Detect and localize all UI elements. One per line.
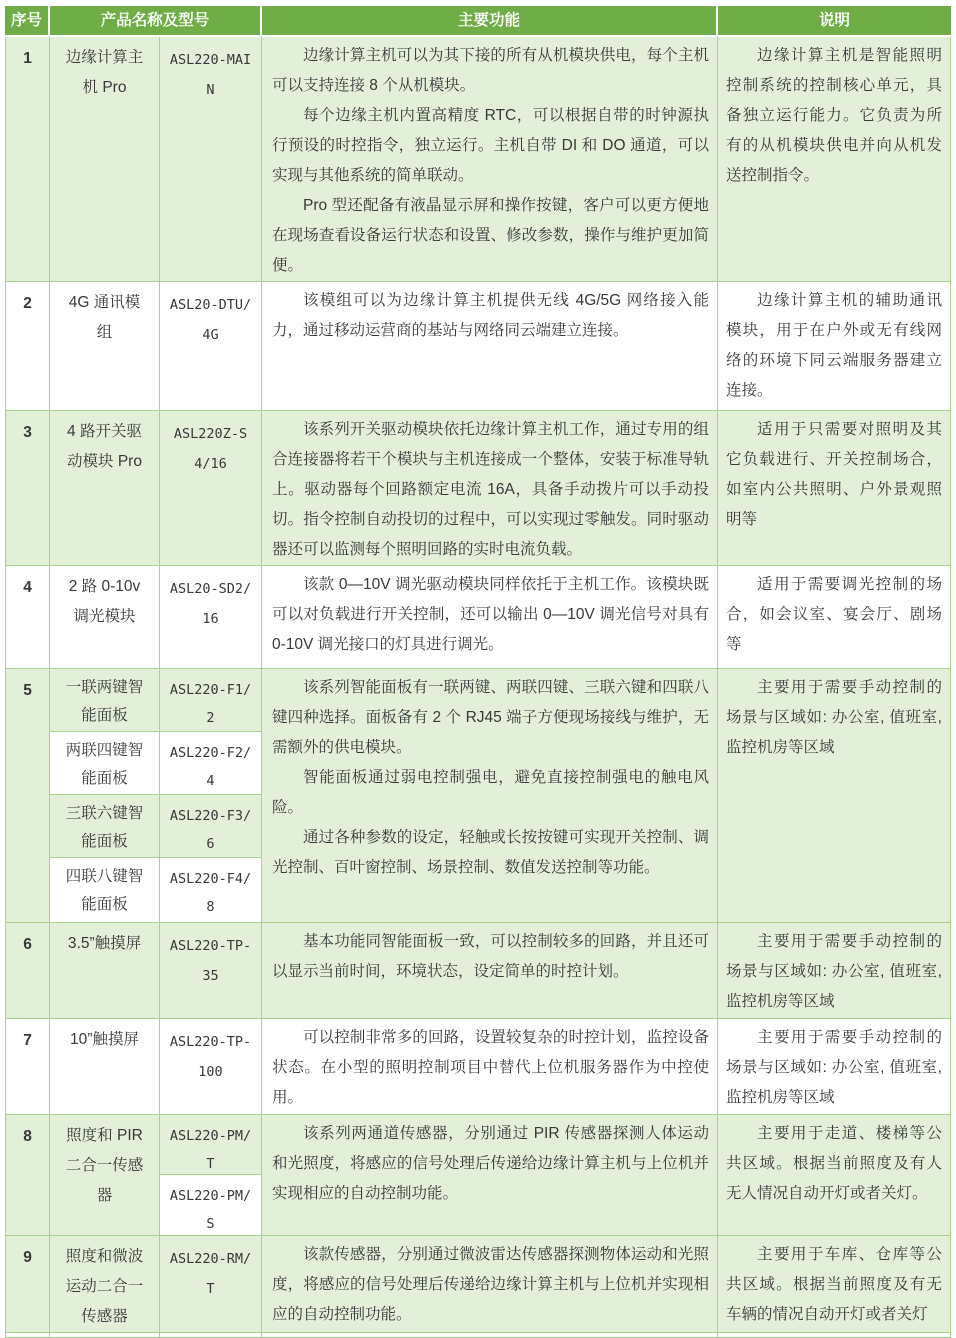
function-paragraph: 智能面板通过弱电控制强电，避免直接控制强电的触电风险。 [272,769,709,816]
table-row [5,1115,951,1236]
product-model [160,1115,262,1175]
product-model: ASL20-DTU/4G [160,282,262,410]
description: 主要用于需要手动控制的场景与区域如: 办公室, 值班室, 监控机房等区域 [718,923,951,1018]
row-number: 1 [5,37,50,281]
function-paragraph: 该款 0—10V 调光驱动模块同样依托于主机工作。该模块既可以对负载进行开关控制，还可以输出 0—10V 调光信号对具有 0-10V 调光接口的灯具进行调光。 [272,576,709,653]
product-name: 4 路开关驱动模块 Pro [50,411,160,565]
table-row-partial [5,1333,951,1338]
main-function [262,669,718,922]
description: 适用于需要调光控制的场合，如会议室、宴会厅、剧场等 [718,566,951,668]
table-row [5,37,951,282]
row-number: 5 [5,669,50,922]
function-paragraph: 基本功能同智能面板一致，可以控制较多的回路，并且还可以显示当前时间，环境状态，设定简单的时控计划。 [272,933,709,980]
description: 边缘计算主机是智能照明控制系统的控制核心单元，具备独立运行能力。它负责为所有的从机模块供电并向从机发送控制指令。 [718,37,951,281]
function-paragraph: 可以控制非常多的回路，设置较复杂的时控计划，监控设备状态。在小型的照明控制项目中替代上位机服务器作为中控使用。 [272,1029,709,1106]
function-paragraph: 该系列两通道传感器，分别通过 PIR 传感器探测人体运动和光照度，将感应的信号处理后传递给边缘计算主机与上位机并实现相应的自动控制功能。 [272,1125,709,1202]
product-spec-table [5,6,951,1338]
variant-grid [50,669,262,922]
product-name: 边缘计算主机 Pro [50,37,160,281]
row-number: 2 [5,282,50,410]
product-model: ASL220-MAIN [160,37,262,281]
table-row [5,669,951,923]
product-name: 4G 通讯模组 [50,282,160,410]
main-function [262,923,718,1018]
header-no: 序号 [5,6,50,35]
table-row [5,411,951,566]
row-number [5,1333,50,1337]
table-header-row [5,6,951,37]
table-row [5,1236,951,1333]
product-name: 10”触摸屏 [50,1019,160,1114]
description: 主要用于需要手动控制的场景与区域如: 办公室, 值班室, 监控机房等区域 [718,1019,951,1114]
row-number: 8 [5,1115,50,1235]
table-row [5,282,951,411]
function-paragraph: Pro 型还配备有液晶显示屏和操作按键，客户可以更方便地在现场查看设备运行状态和设置、修改参数，操作与维护更加简便。 [272,197,709,274]
function-paragraph: 该款传感器，分别通过微波雷达传感器探测物体运动和光照度，将感应的信号处理后传递给边缘计算主机与上位机并实现相应的自动控制功能。 [272,1246,709,1323]
function-paragraph: 每个边缘主机内置高精度 RTC，可以根据自带的时钟源执行预设的时控指令，独立运行。主机自带 DI 和 DO 通道，可以实现与其他系统的简单联动。 [272,107,709,184]
product-name: 四联八键智能面板 [50,858,160,922]
main-function [262,566,718,668]
main-function [262,37,718,281]
description: 适用于只需要对照明及其它负载进行、开关控制场合，如室内公共照明、户外景观照明等 [718,411,951,565]
main-function [262,1115,718,1235]
product-model: ASL20-SD2/16 [160,566,262,668]
description: 主要用于走道、楼梯等公共区域。根据当前照度及有人无人情况自动开灯或者关灯。 [718,1115,951,1235]
row-number: 3 [5,411,50,565]
product-model: ASL220-F3/6 [160,795,262,858]
function-paragraph: 通过各种参数的设定，轻触或长按按键可实现开关控制、调光控制、百叶窗控制、场景控制、数值发送控制等功能。 [272,829,709,876]
product-name: 照度和微波运动二合一传感器 [50,1236,160,1332]
description: 主要用于需要手动控制的场景与区域如: 办公室, 值班室, 监控机房等区域 [718,669,951,922]
description [718,1333,951,1337]
row-number: 9 [5,1236,50,1332]
product-name: 2 路 0-10v 调光模块 [50,566,160,668]
row-number: 4 [5,566,50,668]
description: 主要用于车库、仓库等公共区域。根据当前照度及有无车辆的情况自动开灯或者关灯 [718,1236,951,1332]
product-model: ASL220-TP-35 [160,923,262,1018]
product-name: 两联四键智能面板 [50,732,160,795]
table-row [5,1019,951,1115]
product-name: 一联两键智能面板 [50,669,160,732]
product-model: ASL220Z-S4/16 [160,411,262,565]
main-function [262,411,718,565]
product-name [50,1333,160,1337]
product-model [160,1175,262,1235]
header-name-model: 产品名称及型号 [50,6,262,35]
header-description: 说明 [818,12,850,29]
table-row [5,923,951,1019]
row-number: 7 [5,1019,50,1114]
product-name: 3.5”触摸屏 [50,923,160,1018]
product-model [160,1333,262,1337]
main-function [262,282,718,410]
main-function [262,1236,718,1332]
function-paragraph: 该系列智能面板有一联两键、两联四键、三联六键和四联八键四种选择。面板备有 2 个 RJ45 端子方便现场接线与维护，无需额外的供电模块。 [272,679,709,756]
main-function [262,1333,718,1337]
row-number: 6 [5,923,50,1018]
variant-grid [50,1115,262,1235]
product-model: ASL220-F1/2 [160,669,262,732]
model-code: ASL220-PM/S [169,1188,252,1232]
product-model: ASL220-F2/4 [160,732,262,795]
product-model: ASL220-RM/T [160,1236,262,1332]
model-code: ASL220-PM/T [169,1128,252,1172]
product-model: ASL220-TP-100 [160,1019,262,1114]
main-function [262,1019,718,1114]
header-main-function: 主要功能 [262,6,718,35]
product-name: 三联六键智能面板 [50,795,160,858]
table-row [5,566,951,669]
product-name: 照度和 PIR 二合一传感器 [50,1115,160,1235]
function-paragraph: 边缘计算主机可以为其下接的所有从机模块供电，每个主机可以支持连接 8 个从机模块。 [272,47,709,94]
function-paragraph: 该模组可以为边缘计算主机提供无线 4G/5G 网络接入能力，通过移动运营商的基站与网络同云端建立连接。 [272,292,709,339]
description: 边缘计算主机的辅助通讯模块，用于在户外或无有线网络的环境下同云端服务器建立连接。 [718,282,951,410]
function-paragraph: 该系列开关驱动模块依托边缘计算主机工作，通过专用的组合连接器将若干个模块与主机连接成一个整体，安装于标准导轨上。驱动器每个回路额定电流 16A，具备手动拨片可以手动投切。指令控制自动投切的过程中，可以实现过零触发。同时驱动器还可以监测每个照明回路的实时电流负载。 [272,421,709,558]
product-model: ASL220-F4/8 [160,858,262,922]
